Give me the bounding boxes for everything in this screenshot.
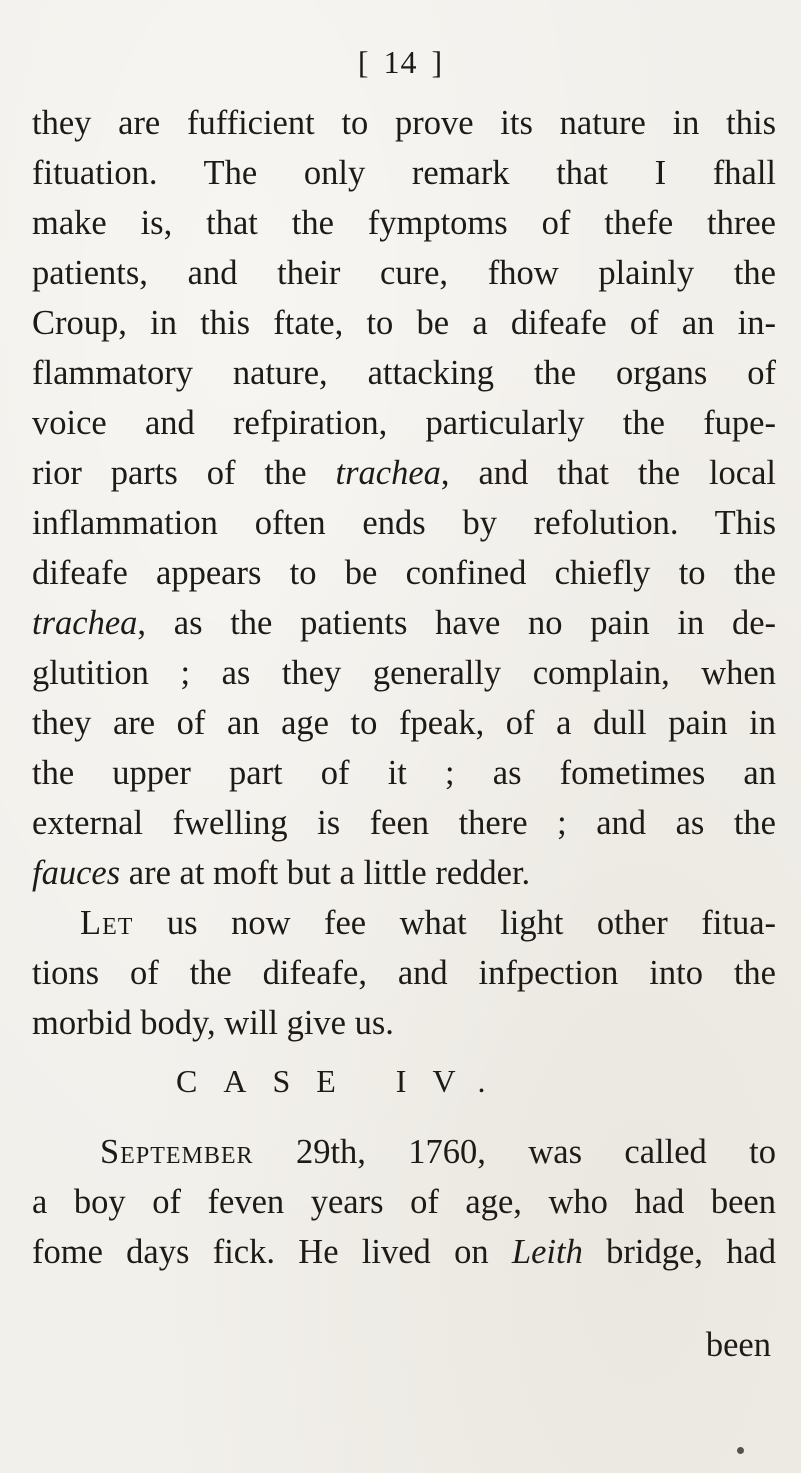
text-fragment: fome days fick. He lived on xyxy=(32,1233,512,1271)
text-line xyxy=(32,548,776,598)
text-line xyxy=(32,1227,776,1277)
text-line xyxy=(32,848,776,898)
bracket-open: [ xyxy=(357,44,370,80)
body-text xyxy=(32,98,776,898)
case-heading: CASE IV. xyxy=(176,1063,512,1099)
text-fragment: inflammation often ends by refolution. This xyxy=(32,504,776,542)
text-fragment: , as the patients have no pain in de- xyxy=(137,604,776,642)
italic-term: trachea xyxy=(335,454,441,492)
text-fragment: are at moft but a little redder. xyxy=(120,854,531,892)
text-fragment: fituation. The only remark that I fhall xyxy=(32,154,776,192)
text-line xyxy=(32,598,776,648)
text-fragment: difeafe appears to be confined chiefly to the xyxy=(32,554,776,592)
text-fragment: rior parts of the xyxy=(32,454,336,492)
text-line xyxy=(32,398,776,448)
text-fragment: they are fufficient to prove its nature in this xyxy=(32,104,776,142)
text-line xyxy=(32,498,776,548)
catchword: been xyxy=(705,1326,771,1364)
italic-term: trachea xyxy=(32,604,138,642)
text-line xyxy=(32,748,776,798)
text-line xyxy=(32,898,776,948)
paragraph-let-us xyxy=(32,898,776,1048)
text-fragment: us now fee what light other fitua- xyxy=(133,904,776,942)
text-fragment: patients, and their cure, fhow plainly the xyxy=(32,254,776,292)
page-header xyxy=(0,44,801,81)
text-line: tions of the difeafe, and infpection into the xyxy=(32,954,776,992)
text-fragment: they are of an age to fpeak, of a dull pain in xyxy=(32,704,776,742)
text-fragment: glutition ; as they generally complain, when xyxy=(32,654,776,692)
text-fragment: the upper part of it ; as fometimes an xyxy=(32,754,776,792)
text-line xyxy=(32,798,776,848)
text-line xyxy=(32,98,776,148)
text-fragment: , and that the local xyxy=(440,454,776,492)
page-number: 14 xyxy=(383,44,418,80)
text-line: morbid body, will give us. xyxy=(32,1004,394,1042)
ink-speck xyxy=(737,1447,744,1454)
text-line xyxy=(32,198,776,248)
text-fragment: voice and refpiration, particularly the fupe- xyxy=(32,404,776,442)
text-fragment: bridge, had xyxy=(582,1233,777,1271)
text-fragment: make is, that the fymptoms of thefe three xyxy=(32,204,776,242)
italic-place-name: Leith xyxy=(511,1233,583,1271)
text-line: a boy of feven years of age, who had been xyxy=(32,1183,776,1221)
text-fragment: 29th, 1760, was called to xyxy=(253,1133,776,1171)
text-fragment: external fwelling is feen there ; and as the xyxy=(32,804,776,842)
small-caps-lead: Let xyxy=(80,904,134,942)
small-caps-lead: September xyxy=(100,1133,254,1171)
text-line xyxy=(32,248,776,298)
text-line xyxy=(32,448,776,498)
bracket-close: ] xyxy=(431,44,444,80)
text-line xyxy=(32,698,776,748)
text-line xyxy=(32,298,776,348)
text-line xyxy=(32,648,776,698)
text-line xyxy=(32,348,776,398)
paragraph-september xyxy=(32,1127,777,1277)
italic-term: fauces xyxy=(32,854,121,892)
text-fragment: Croup, in this ftate, to be a difeafe of an in- xyxy=(32,304,776,342)
text-line xyxy=(32,148,776,198)
text-line xyxy=(52,1127,776,1177)
text-fragment: flammatory nature, attacking the organs of xyxy=(32,354,776,392)
